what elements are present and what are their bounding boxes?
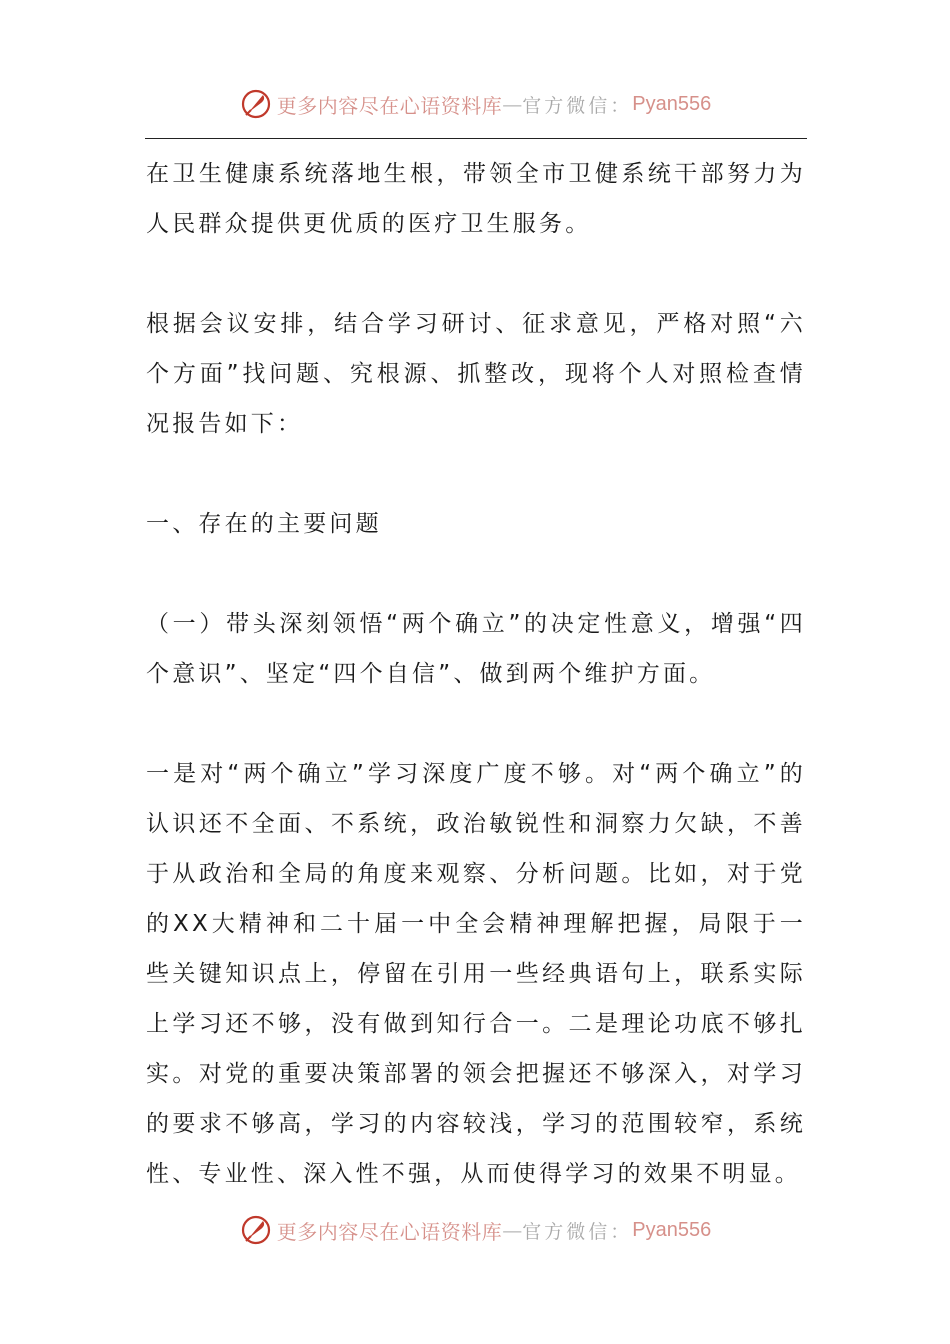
paragraph-1: 在卫生健康系统落地生根，带领全市卫健系统干部努力为人民群众提供更优质的医疗卫生服务。 — [146, 161, 806, 237]
document-body — [146, 149, 806, 1199]
paragraph-3: 一是对“两个确立”学习深度广度不够。对“两个确立”的认识还不全面、不系统，政治敏锐性和洞察力欠缺，不善于从政治和全局的角度来观察、分析问题。比如，对于党的XX大精神和二十届一中全会精神理解把握，局限于一些关键知识点上，停留在引用一些经典语句上，联系实际上学习还不够，没有做到知行合一。二是理论功底不够扎实。对党的重要决策部署的领会把握还不够深入，对学习的要求不够高，学习的内容较浅，学习的范围较窄，系统性、专业性、深入性不强，从而使得学习的效果不明显。 — [146, 761, 806, 1187]
quill-logo-icon — [239, 87, 273, 121]
header-brand-text: 更多内容尽在心语资料库 — [276, 93, 503, 118]
header-wechat-label: 官方微信： — [522, 94, 633, 117]
footer-wechat-id: Pyan556 — [632, 1218, 712, 1241]
footer-watermark-banner — [0, 1210, 950, 1250]
paragraph-2: 根据会议安排，结合学习研讨、征求意见，严格对照“六个方面”找问题、究根源、抓整改，现将个人对照检查情况报告如下： — [146, 311, 806, 437]
quill-logo-icon — [239, 1213, 273, 1247]
header-separator: — — [502, 92, 523, 116]
header-watermark-banner — [0, 84, 950, 124]
header-wechat-id: Pyan556 — [632, 92, 712, 115]
section-heading: 一、存在的主要问题 — [146, 511, 382, 537]
header-divider — [145, 138, 807, 139]
footer-wechat-label: 官方微信： — [522, 1220, 633, 1243]
subsection-heading: （一）带头深刻领悟“两个确立”的决定性意义，增强“四个意识”、坚定“四个自信”、做到两个维护方面。 — [146, 611, 806, 687]
footer-separator: — — [502, 1218, 523, 1242]
footer-brand-text: 更多内容尽在心语资料库 — [276, 1219, 503, 1244]
